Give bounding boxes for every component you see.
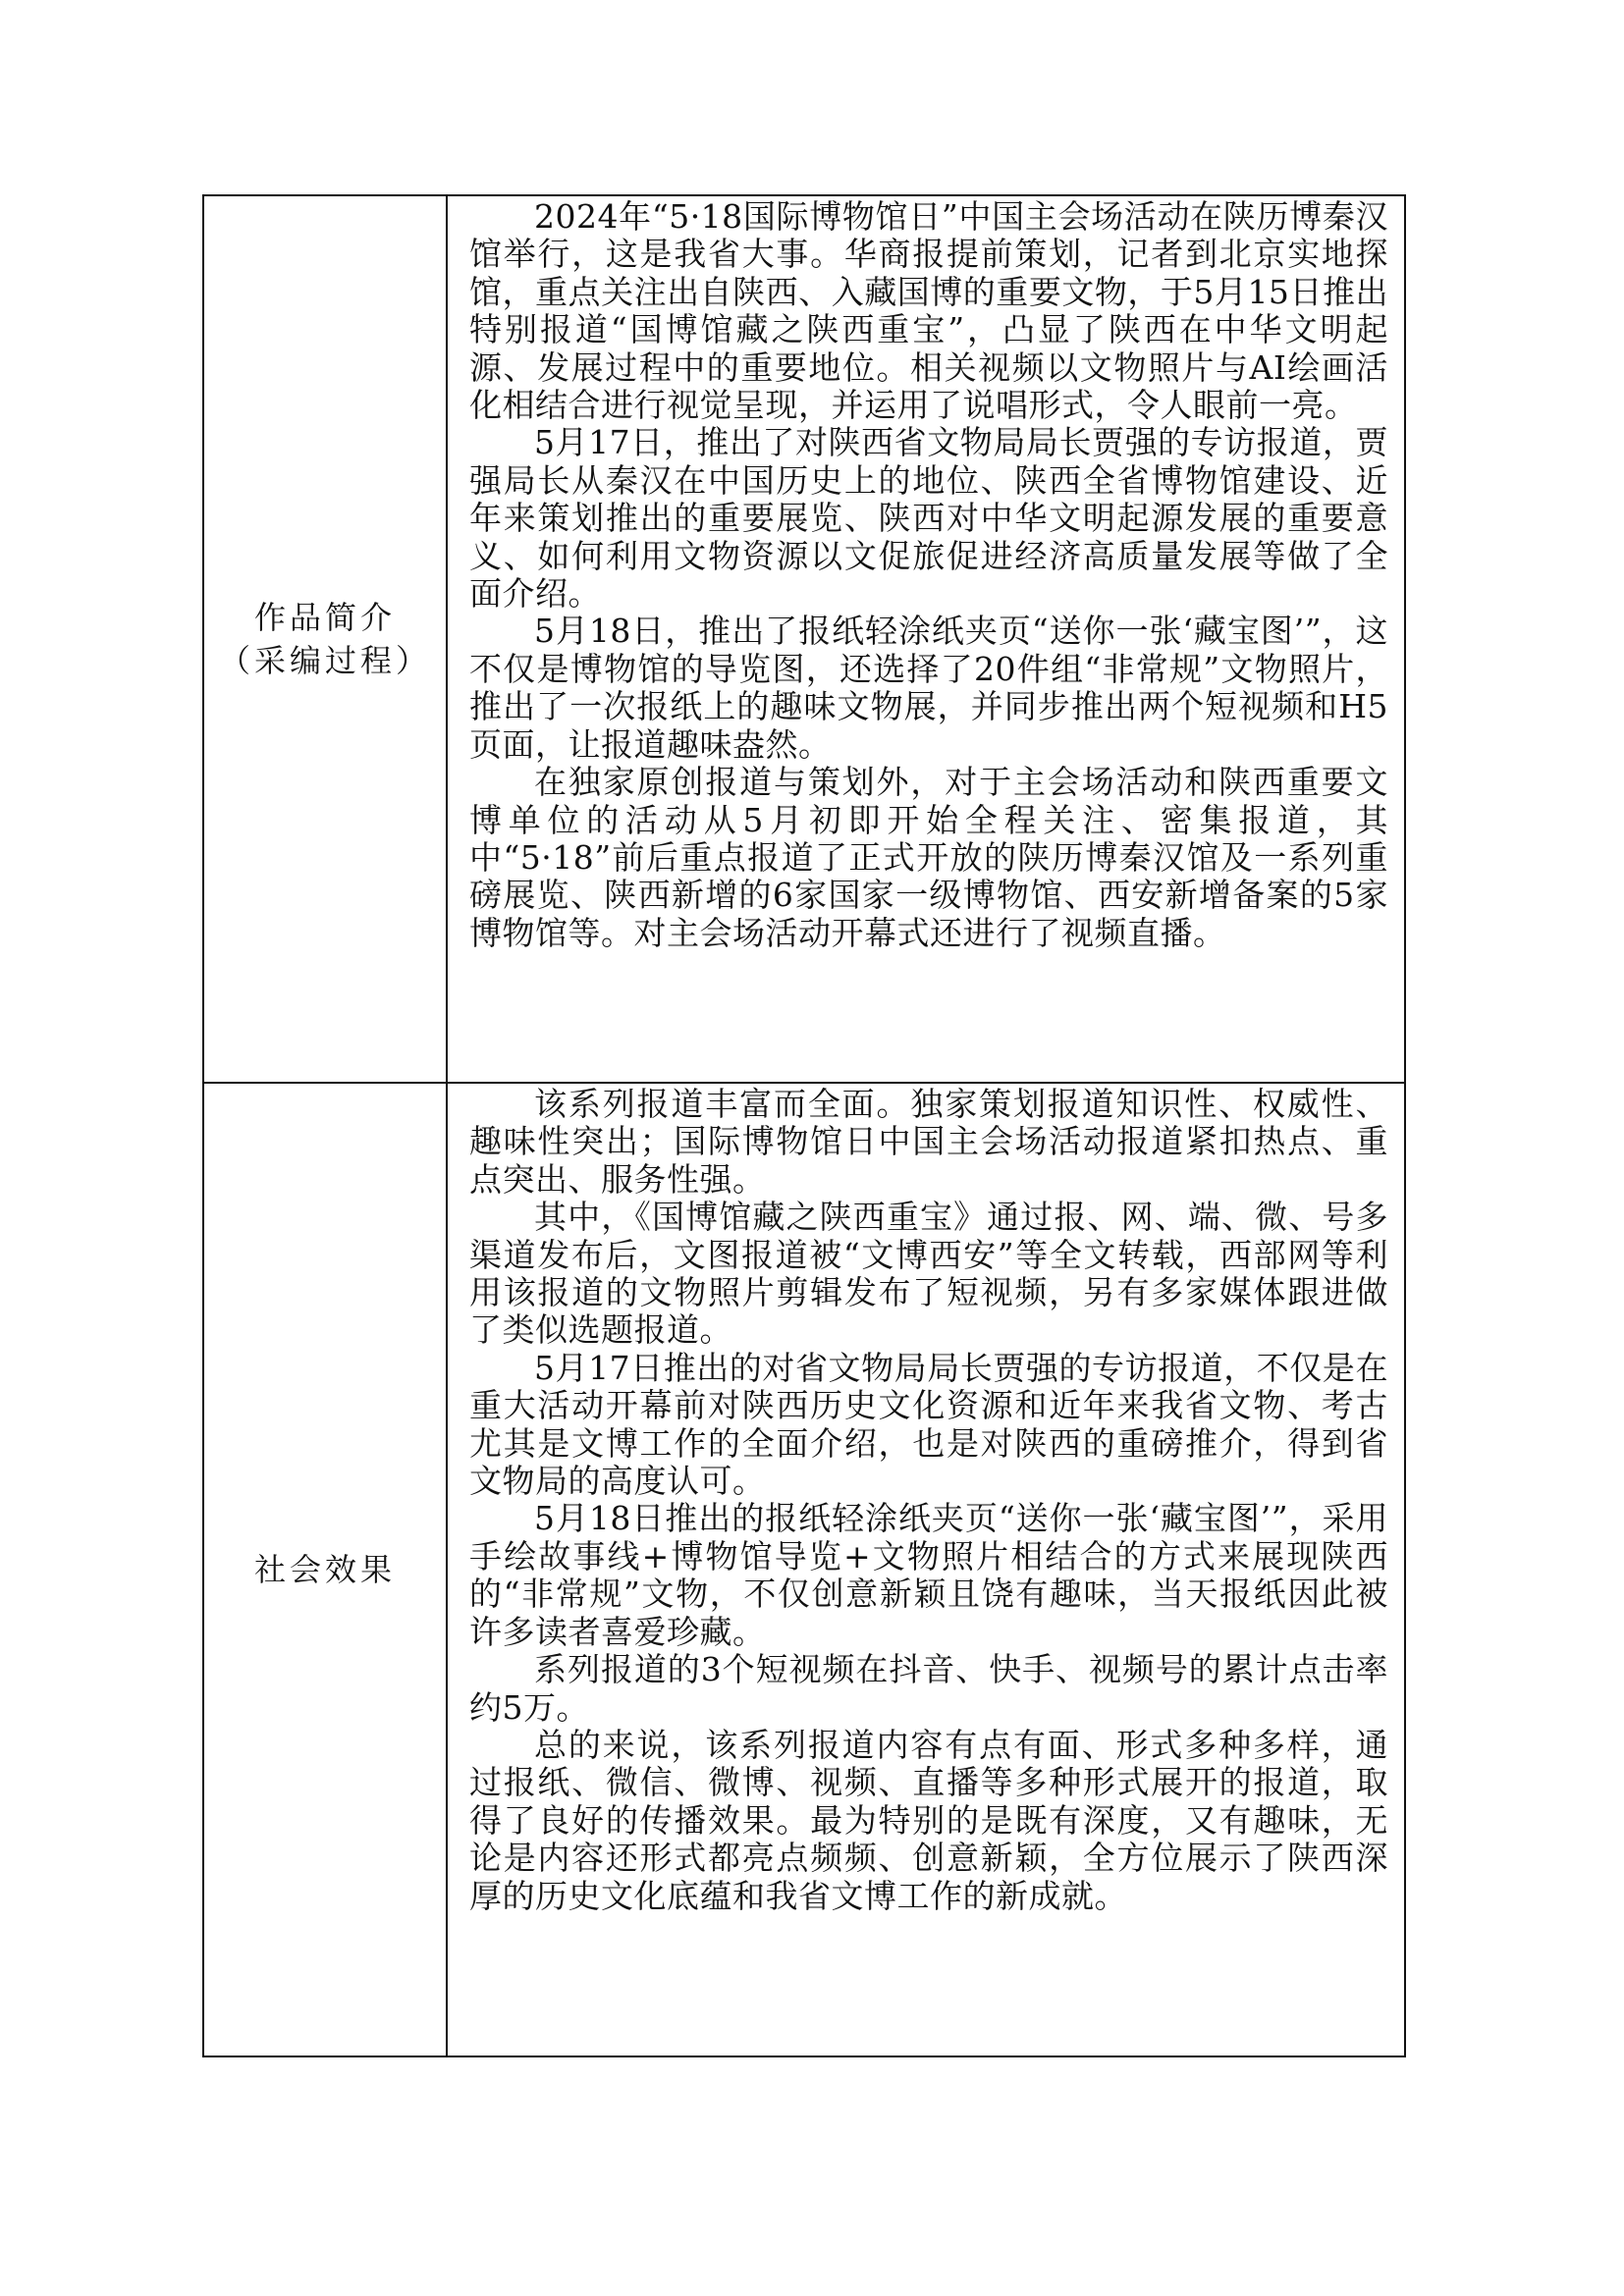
table-row-effect [204, 1084, 1404, 2056]
table-row-intro [204, 196, 1404, 1084]
row-content-intro [448, 196, 1404, 1082]
paragraph: 5月18日推出的报纸轻涂纸夹页“送你一张‘藏宝图’”，采用手绘故事线+博物馆导览+文物照片相结合的方式来展现陕西的“非常规”文物，不仅创意新颖且饶有趣味，当天报纸因此被许多读者喜爱珍藏。 [469, 1499, 1388, 1651]
label-line: （采编过程） [218, 642, 431, 679]
row-label-effect [204, 1084, 448, 2056]
paragraph: 在独家原创报道与策划外，对于主会场活动和陕西重要文博单位的活动从5月初即开始全程关注、密集报道，其中“5·18”前后重点报道了正式开放的陕历博秦汉馆及一系列重磅展览、陕西新增的6家国家一级博物馆、西安新增备案的5家博物馆等。对主会场活动开幕式还进行了视频直播。 [469, 763, 1388, 952]
row-content-effect [448, 1084, 1404, 2056]
row-label-intro [204, 196, 448, 1082]
label-line: 社会效果 [253, 1551, 396, 1588]
paragraph: 5月17日推出的对省文物局局长贾强的专访报道，不仅是在重大活动开幕前对陕西历史文化资源和近年来我省文物、考古尤其是文博工作的全面介绍，也是对陕西的重磅推介，得到省文物局的高度认可。 [469, 1348, 1388, 1501]
paragraph: 5月18日，推出了报纸轻涂纸夹页“送你一张‘藏宝图’”，这不仅是博物馆的导览图，还选择了20件组“非常规”文物照片，推出了一次报纸上的趣味文物展，并同步推出两个短视频和H5页面，让报道趣味盎然。 [469, 612, 1388, 764]
paragraph: 系列报道的3个短视频在抖音、快手、视频号的累计点击率约5万。 [469, 1650, 1388, 1727]
paragraph: 5月17日，推出了对陕西省文物局局长贾强的专访报道，贾强局长从秦汉在中国历史上的地位、陕西全省博物馆建设、近年来策划推出的重要展览、陕西对中华文明起源发展的重要意义、如何利用文物资源以文促旅促进经济高质量发展等做了全面介绍。 [469, 423, 1388, 614]
paragraph: 2024年“5·18国际博物馆日”中国主会场活动在陕历博秦汉馆举行，这是我省大事。华商报提前策划，记者到北京实地探馆，重点关注出自陕西、入藏国博的重要文物，于5月15日推出特别报道“国博馆藏之陕西重宝”，凸显了陕西在中华文明起源、发展过程中的重要地位。相关视频以文物照片与AI绘画活化相结合进行视觉呈现，并运用了说唱形式，令人眼前一亮。 [469, 197, 1388, 425]
paragraph: 总的来说，该系列报道内容有点有面、形式多种多样，通过报纸、微信、微博、视频、直播等多种形式展开的报道，取得了良好的传播效果。最为特别的是既有深度，又有趣味，无论是内容还形式都亮点频频、创意新颖，全方位展示了陕西深厚的历史文化底蕴和我省文博工作的新成就。 [469, 1725, 1388, 1915]
paragraph: 该系列报道丰富而全面。独家策划报道知识性、权威性、趣味性突出；国际博物馆日中国主会场活动报道紧扣热点、重点突出、服务性强。 [469, 1085, 1388, 1199]
info-table [202, 194, 1406, 2057]
label-line: 作品简介 [253, 599, 396, 636]
paragraph: 其中，《国博馆藏之陕西重宝》通过报、网、端、微、号多渠道发布后，文图报道被“文博西安”等全文转载，西部网等利用该报道的文物照片剪辑发布了短视频，另有多家媒体跟进做了类似选题报道。 [469, 1198, 1388, 1350]
